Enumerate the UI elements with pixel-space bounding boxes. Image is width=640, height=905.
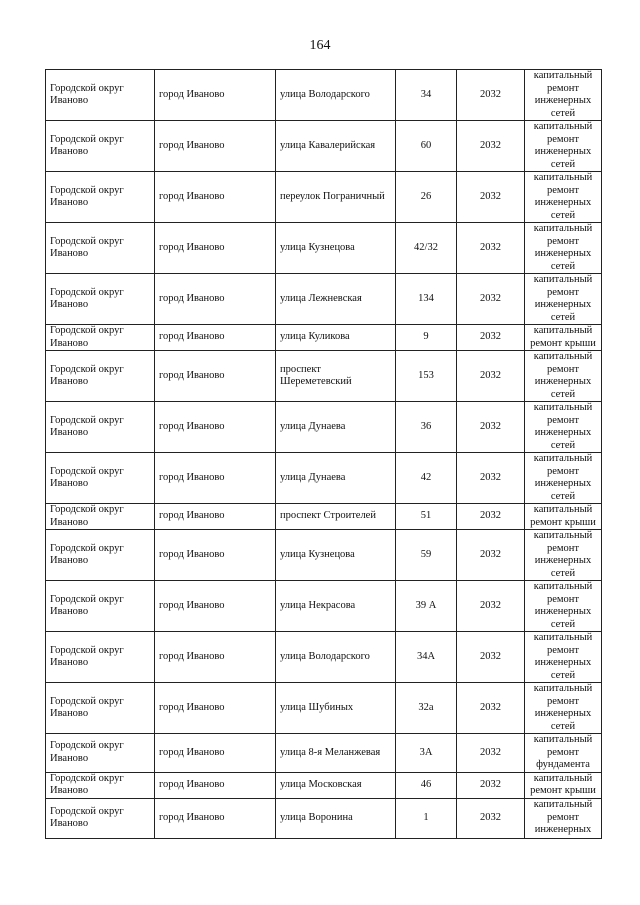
house-cell: 153 xyxy=(396,351,457,402)
city-cell: город Иваново xyxy=(155,530,276,581)
city-cell: город Иваново xyxy=(155,734,276,773)
house-cell: 42 xyxy=(396,453,457,504)
house-cell: 1 xyxy=(396,798,457,838)
table-row xyxy=(46,402,602,453)
table-row xyxy=(46,172,602,223)
year-cell: 2032 xyxy=(457,772,525,798)
year-cell: 2032 xyxy=(457,223,525,274)
work-type-cell: капитальный ремонт инженерных сетей xyxy=(525,683,602,734)
work-type-cell: капитальный ремонт инженерных сетей xyxy=(525,581,602,632)
table-row xyxy=(46,683,602,734)
district-cell: Городской округ Иваново xyxy=(46,121,155,172)
table-body xyxy=(46,70,602,839)
city-cell: город Иваново xyxy=(155,453,276,504)
table-row xyxy=(46,453,602,504)
year-cell: 2032 xyxy=(457,530,525,581)
table-row xyxy=(46,798,602,838)
table-row xyxy=(46,734,602,773)
city-cell: город Иваново xyxy=(155,683,276,734)
year-cell: 2032 xyxy=(457,453,525,504)
city-cell: город Иваново xyxy=(155,172,276,223)
house-cell: 36 xyxy=(396,402,457,453)
house-cell: 39 А xyxy=(396,581,457,632)
street-cell: улица 8-я Меланжевая xyxy=(276,734,396,773)
city-cell: город Иваново xyxy=(155,325,276,351)
work-type-cell: капитальный ремонт инженерных сетей xyxy=(525,632,602,683)
city-cell: город Иваново xyxy=(155,351,276,402)
work-type-cell: капитальный ремонт инженерных сетей xyxy=(525,351,602,402)
year-cell: 2032 xyxy=(457,402,525,453)
work-type-cell: капитальный ремонт фундамента xyxy=(525,734,602,773)
city-cell: город Иваново xyxy=(155,70,276,121)
district-cell: Городской округ Иваново xyxy=(46,223,155,274)
street-cell: улица Дунаева xyxy=(276,453,396,504)
work-type-cell: капитальный ремонт инженерных сетей xyxy=(525,530,602,581)
district-cell: Городской округ Иваново xyxy=(46,504,155,530)
house-cell: 59 xyxy=(396,530,457,581)
street-cell: улица Московская xyxy=(276,772,396,798)
year-cell: 2032 xyxy=(457,121,525,172)
table-row xyxy=(46,530,602,581)
work-type-cell: капитальный ремонт крыши xyxy=(525,504,602,530)
city-cell: город Иваново xyxy=(155,581,276,632)
work-type-cell: капитальный ремонт инженерных сетей xyxy=(525,121,602,172)
street-cell: улица Некрасова xyxy=(276,581,396,632)
year-cell: 2032 xyxy=(457,172,525,223)
street-cell: улица Володарского xyxy=(276,70,396,121)
city-cell: город Иваново xyxy=(155,504,276,530)
year-cell: 2032 xyxy=(457,504,525,530)
work-type-cell: капитальный ремонт инженерных сетей xyxy=(525,274,602,325)
city-cell: город Иваново xyxy=(155,402,276,453)
house-cell: 42/32 xyxy=(396,223,457,274)
district-cell: Городской округ Иваново xyxy=(46,683,155,734)
city-cell: город Иваново xyxy=(155,274,276,325)
district-cell: Городской округ Иваново xyxy=(46,274,155,325)
house-cell: 34 xyxy=(396,70,457,121)
house-cell: 51 xyxy=(396,504,457,530)
table-row xyxy=(46,581,602,632)
table-row xyxy=(46,223,602,274)
district-cell: Городской округ Иваново xyxy=(46,402,155,453)
city-cell: город Иваново xyxy=(155,223,276,274)
year-cell: 2032 xyxy=(457,351,525,402)
district-cell: Городской округ Иваново xyxy=(46,632,155,683)
table-row xyxy=(46,504,602,530)
year-cell: 2032 xyxy=(457,683,525,734)
year-cell: 2032 xyxy=(457,274,525,325)
repair-schedule-table xyxy=(45,69,602,839)
table-row xyxy=(46,121,602,172)
year-cell: 2032 xyxy=(457,798,525,838)
street-cell: улица Дунаева xyxy=(276,402,396,453)
city-cell: город Иваново xyxy=(155,798,276,838)
street-cell: улица Лежневская xyxy=(276,274,396,325)
year-cell: 2032 xyxy=(457,734,525,773)
table-row xyxy=(46,632,602,683)
street-cell: проспект Строителей xyxy=(276,504,396,530)
work-type-cell: капитальный ремонт инженерных сетей xyxy=(525,402,602,453)
street-cell: проспект Шереметевский xyxy=(276,351,396,402)
work-type-cell: капитальный ремонт инженерных сетей xyxy=(525,453,602,504)
street-cell: улица Кузнецова xyxy=(276,530,396,581)
house-cell: 60 xyxy=(396,121,457,172)
year-cell: 2032 xyxy=(457,70,525,121)
work-type-cell: капитальный ремонт инженерных сетей xyxy=(525,223,602,274)
house-cell: 9 xyxy=(396,325,457,351)
house-cell: 3А xyxy=(396,734,457,773)
year-cell: 2032 xyxy=(457,325,525,351)
city-cell: город Иваново xyxy=(155,121,276,172)
page-number: 164 xyxy=(309,38,331,53)
street-cell: улица Куликова xyxy=(276,325,396,351)
street-cell: улица Шубиных xyxy=(276,683,396,734)
street-cell: улица Кузнецова xyxy=(276,223,396,274)
house-cell: 32а xyxy=(396,683,457,734)
house-cell: 34А xyxy=(396,632,457,683)
work-type-cell: капитальный ремонт крыши xyxy=(525,772,602,798)
street-cell: улица Воронина xyxy=(276,798,396,838)
year-cell: 2032 xyxy=(457,632,525,683)
work-type-cell: капитальный ремонт инженерных сетей xyxy=(525,172,602,223)
district-cell: Городской округ Иваново xyxy=(46,772,155,798)
house-cell: 26 xyxy=(396,172,457,223)
district-cell: Городской округ Иваново xyxy=(46,172,155,223)
district-cell: Городской округ Иваново xyxy=(46,581,155,632)
street-cell: переулок Пограничный xyxy=(276,172,396,223)
house-cell: 46 xyxy=(396,772,457,798)
district-cell: Городской округ Иваново xyxy=(46,453,155,504)
table-row xyxy=(46,274,602,325)
street-cell: улица Кавалерийская xyxy=(276,121,396,172)
table-row xyxy=(46,70,602,121)
city-cell: город Иваново xyxy=(155,772,276,798)
house-cell: 134 xyxy=(396,274,457,325)
work-type-cell: капитальный ремонт инженерных xyxy=(525,798,602,838)
table-row xyxy=(46,351,602,402)
district-cell: Городской округ Иваново xyxy=(46,798,155,838)
table-row xyxy=(46,325,602,351)
work-type-cell: капитальный ремонт крыши xyxy=(525,325,602,351)
work-type-cell: капитальный ремонт инженерных сетей xyxy=(525,70,602,121)
street-cell: улица Володарского xyxy=(276,632,396,683)
table-row xyxy=(46,772,602,798)
district-cell: Городской округ Иваново xyxy=(46,530,155,581)
year-cell: 2032 xyxy=(457,581,525,632)
district-cell: Городской округ Иваново xyxy=(46,734,155,773)
district-cell: Городской округ Иваново xyxy=(46,70,155,121)
district-cell: Городской округ Иваново xyxy=(46,351,155,402)
city-cell: город Иваново xyxy=(155,632,276,683)
district-cell: Городской округ Иваново xyxy=(46,325,155,351)
